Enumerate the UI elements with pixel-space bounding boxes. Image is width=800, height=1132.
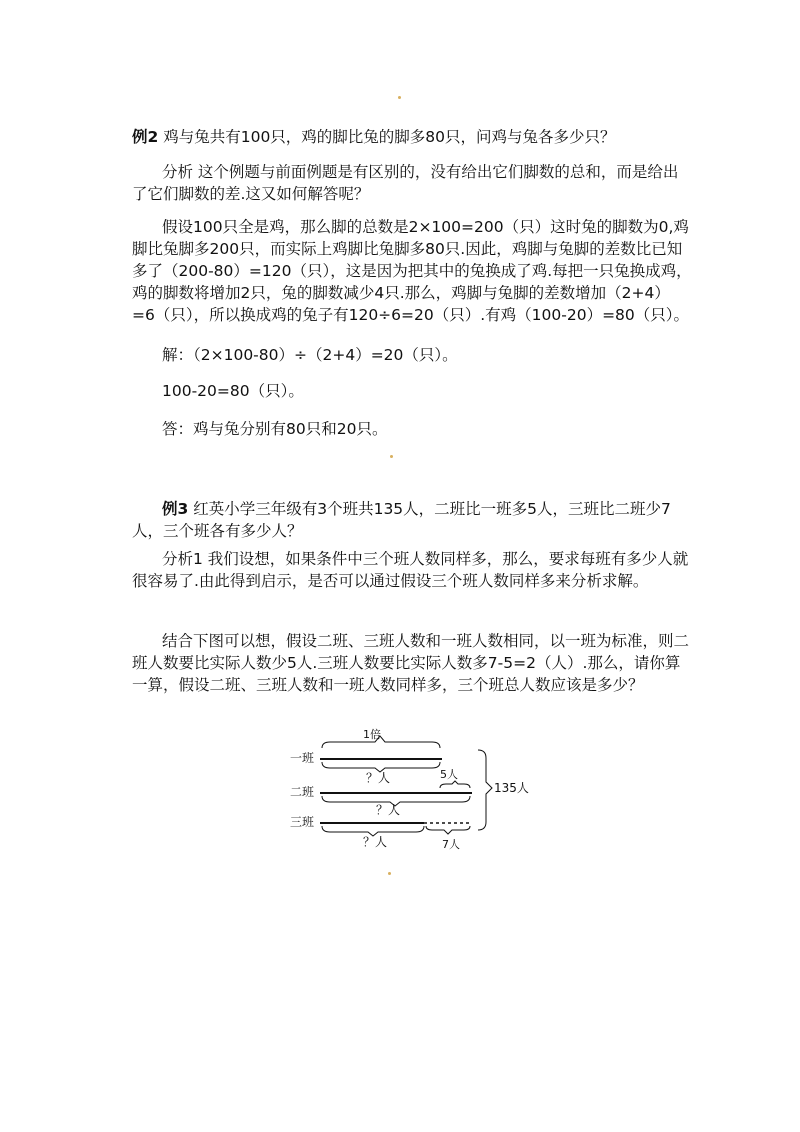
scan-speck (390, 455, 393, 458)
example-3-question (132, 498, 692, 542)
diagram-row-2-label: 二班 (290, 785, 315, 799)
diagram-extra-label: 5人 (440, 768, 458, 781)
diagram-row-3-question: ？人 (363, 835, 388, 849)
diagram-total-brace (478, 750, 492, 830)
example-3-hint: 结合下图可以想，假设二班、三班人数和一班人数相同，以一班为标准，则二班人数要比实际人数少5人.三班人数要比实际人数多7-5=2（人）.那么，请你算一算，假设二班、三班人数和一班人数同样多，三个班总人数应该是多少？ (132, 632, 690, 694)
example-2-analysis: 分析 这个例题与前面例题是有区别的，没有给出它们脚数的总和，而是给出了它们脚数的差.这又如何解答呢？ (132, 163, 679, 203)
diagram-extra-brace (440, 781, 470, 788)
example-2-question-text: 鸡与兔共有100只，鸡的脚比兔的脚多80只，问鸡与兔各多少只？ (158, 128, 616, 146)
example-3-label: 例3 (162, 500, 189, 518)
example-2-reasoning: 假设100只全是鸡，那么脚的总数是2×100=200（只）这时兔的脚数为0,鸡脚比兔脚多200只，而实际上鸡脚比兔脚多80只.因此，鸡脚与兔脚的差数比已知多了（200-80）=120（只），这是因为把其中的兔换成了鸡.每把一只兔换成鸡，鸡的脚数将增加2只，兔的脚数减少4只.那么，鸡脚与兔脚的差数增加（2+4）=6（只），所以换成鸡的兔子有120÷6=20（只）.有鸡（100-20）=80（只）。 (132, 218, 692, 324)
example-2-label: 例2 (132, 128, 159, 146)
diagram-top-label: 1倍 (363, 728, 381, 741)
diagram-row-3-label: 三班 (290, 815, 315, 829)
example-3-analysis: 分析1 我们设想，如果条件中三个班人数同样多，那么，要求每班有多少人就很容易了.由此得到启示，是否可以通过假设三个班人数同样多来分析求解。 (132, 550, 689, 590)
example-2-solution-line-2: 100-20=80（只）。 (162, 382, 304, 400)
example-2-answer: 答：鸡与兔分别有80只和20只。 (162, 420, 388, 438)
diagram-top-brace (322, 736, 440, 748)
example-3-question-text: 红英小学三年级有3个班共135人，二班比一班多5人，三班比二班少7人，三个班各有多少人？ (132, 500, 671, 540)
diagram-total-label: 135人 (494, 781, 529, 795)
diagram-row-1-question: ？人 (366, 771, 391, 785)
example-2-solution-line-1: 解：（2×100-80）÷（2+4）=20（只）。 (162, 346, 458, 364)
example-2-question (132, 126, 692, 148)
diagram-less-brace (426, 826, 470, 834)
diagram-less-label: 7人 (442, 838, 460, 851)
line-segment-diagram (0, 722, 800, 862)
scan-speck (388, 872, 391, 875)
diagram-row-2-question: ？人 (376, 803, 401, 817)
diagram-row-1-label: 一班 (290, 751, 315, 765)
scan-speck (398, 96, 401, 99)
